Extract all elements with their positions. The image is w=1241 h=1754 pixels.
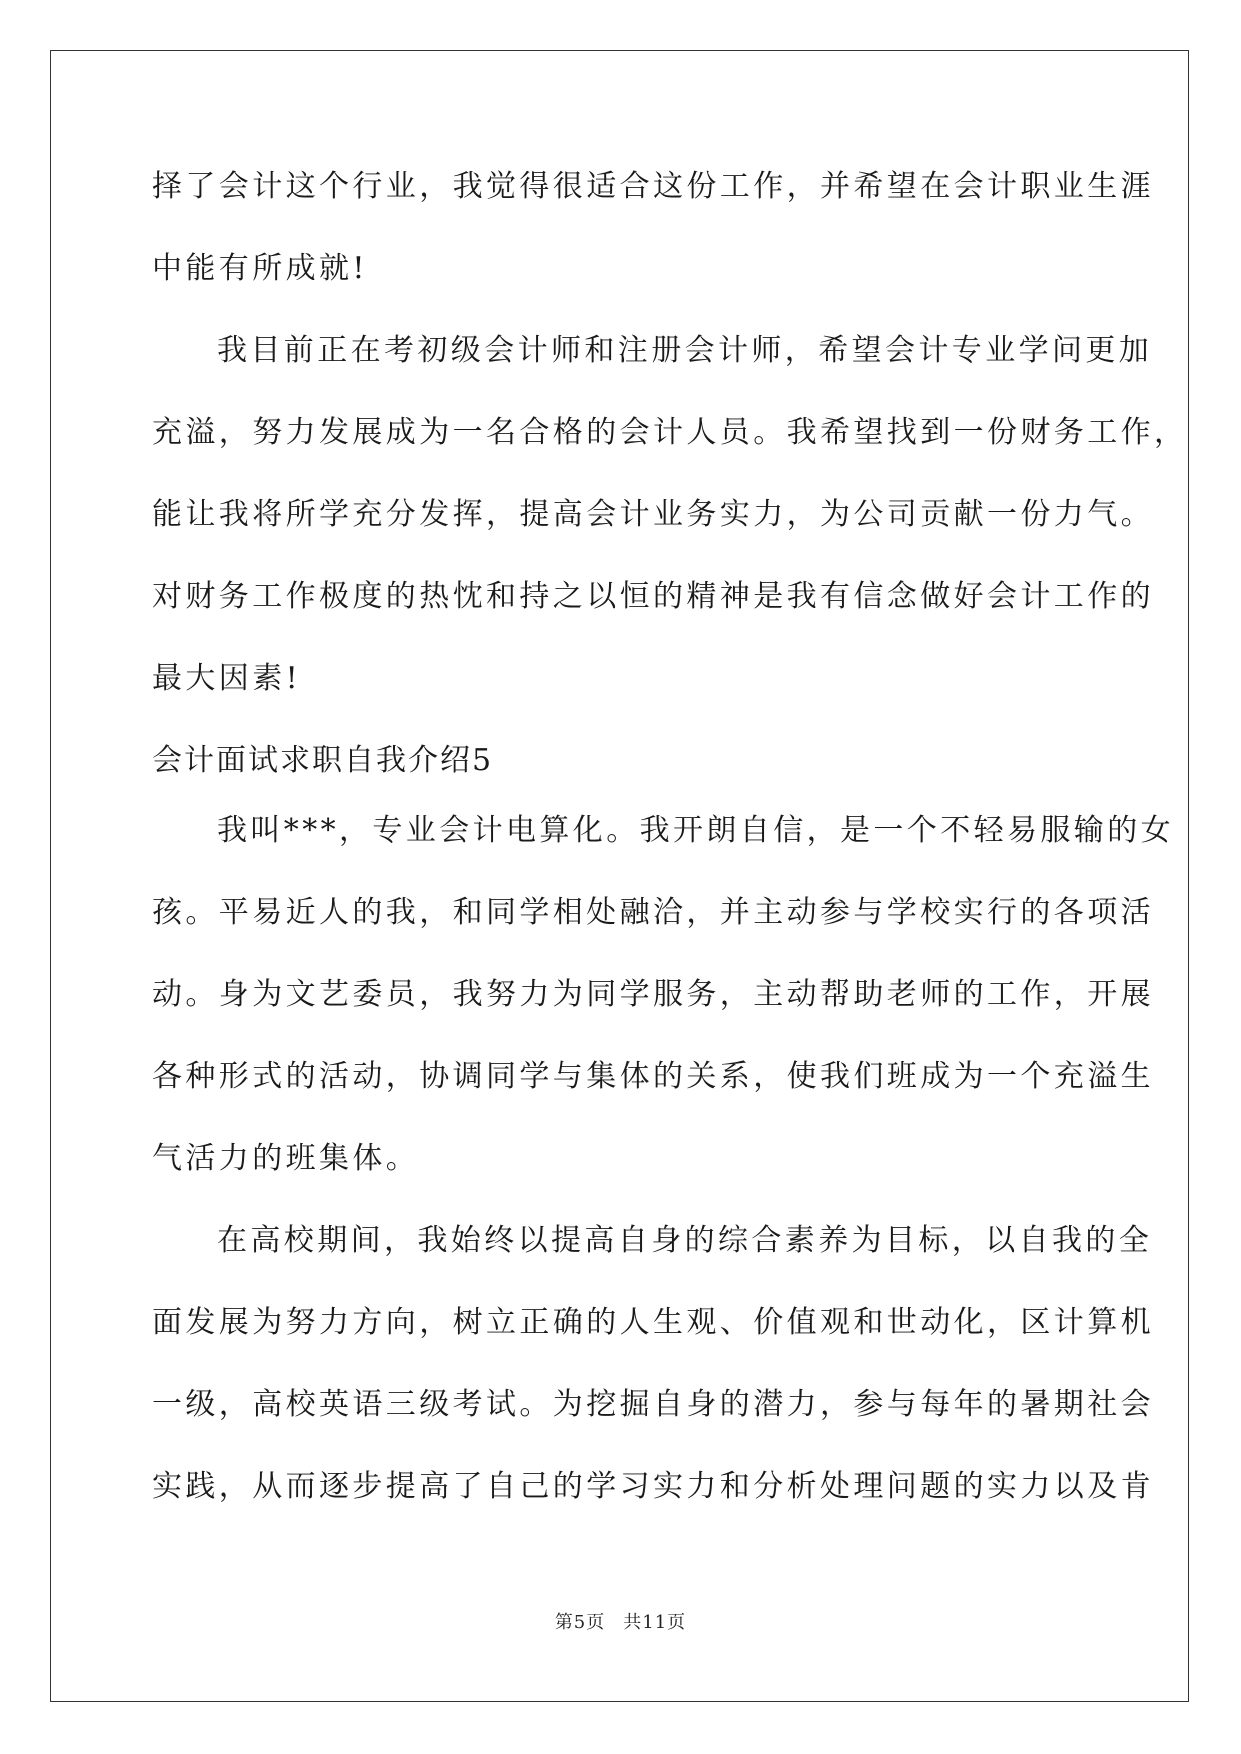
page-total: 共11页: [623, 1612, 687, 1633]
text-line: 择了会计这个行业，我觉得很适合这份工作，并希望在会计职业生涯: [152, 169, 1154, 204]
text-line: 气活力的班集体。: [152, 1141, 420, 1176]
document-body: [152, 160, 1188, 1542]
text-line: 各种形式的活动，协调同学与集体的关系，使我们班成为一个充溢生: [152, 1059, 1154, 1094]
text-line: 面发展为努力方向，树立正确的人生观、价值观和世动化，区计算机: [152, 1305, 1154, 1340]
text-line: 充溢，努力发展成为一名合格的会计人员。我希望找到一份财务工作，: [152, 415, 1188, 450]
section-heading: 会计面试求职自我介绍5: [152, 743, 494, 778]
paragraph-start: 我叫***，专业会计电算化。我开朗自信，是一个不轻易服输的女: [217, 813, 1174, 848]
page-footer: [0, 1608, 1241, 1634]
text-line: 最大因素!: [152, 661, 302, 696]
text-line: 孩。平易近人的我，和同学相处融洽，并主动参与学校实行的各项活: [152, 895, 1154, 930]
text-line: 能让我将所学充分发挥，提高会计业务实力，为公司贡献一份力气。: [152, 497, 1154, 532]
page-number: 第5页: [554, 1612, 606, 1633]
paragraph-start: 我目前正在考初级会计师和注册会计师，希望会计专业学问更加: [217, 333, 1153, 368]
text-line: 对财务工作极度的热忱和持之以恒的精神是我有信念做好会计工作的: [152, 579, 1154, 614]
text-line: 中能有所成就!: [152, 251, 368, 286]
text-line: 一级，高校英语三级考试。为挖掘自身的潜力，参与每年的暑期社会: [152, 1387, 1154, 1422]
paragraph-start: 在高校期间，我始终以提高自身的综合素养为目标，以自我的全: [217, 1223, 1153, 1258]
text-line: 动。身为文艺委员，我努力为同学服务，主动帮助老师的工作，开展: [152, 977, 1154, 1012]
text-line: 实践，从而逐步提高了自己的学习实力和分析处理问题的实力以及肯: [152, 1469, 1154, 1504]
